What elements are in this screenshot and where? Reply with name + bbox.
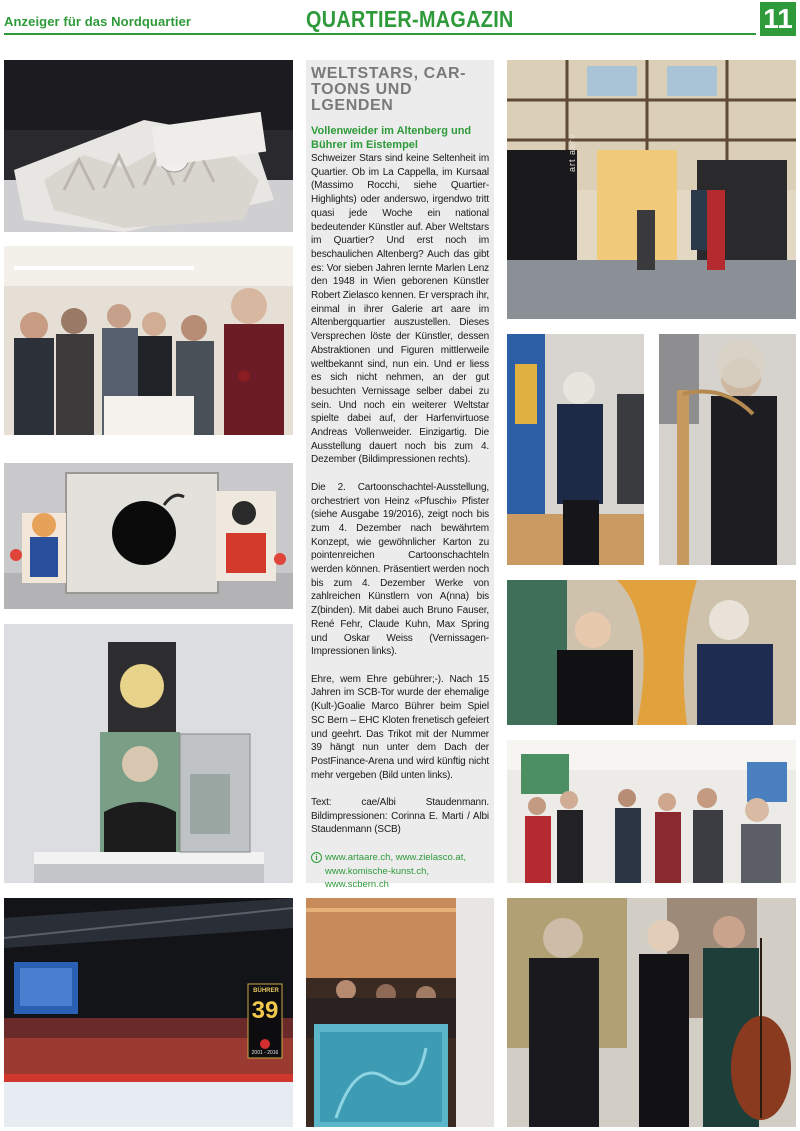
article-paragraph-2: Die 2. Cartoonschachtel-Ausstellung, orchestriert von Heinz «Pfuschi» Pfister (siehe Ausgabe 19/2016), zeigt noch bis zum 4. Dezember nach bewährtem Konzept, wie gewöhnlicher Karton zu pointenreichen Cartoonschachteln werden können. Präsentiert werden noch bis zum 4. Dezember Werke von zahlreichen Künstlern von A(nna) bis Z(binden). Mit dabei auch Bruno Fauser, René Fehr, Claude Kuhn, Max Spring und Oskar Weiss (Vernissagen-Impressionen links). [311,481,489,658]
photo-musicians-cello [507,898,796,1127]
photo-egg-carton-cartoon [4,60,293,232]
links-line-1[interactable]: www.artaare.ch, www.zielasco.at, [325,851,466,863]
photo-gallery-interior-crowd [507,740,796,883]
links-text [325,851,489,892]
article-links [311,851,489,892]
article-paragraph-1: Schweizer Stars sind keine Seltenheit im Quartier. Ob im La Cappella, im Kursaal (Massimo Rocchi, siehe Quartier-Highlights) oder anderswo, irgendwo tritt quasi jede Woche ein national bedeutender Künstler auf. Aber Weltstars im Quartier? Und erst noch im beschaulichen Altenberg? Auch das gibt es: Vor sieben Jahren lernte Marlen Lenz den 1948 in Wien geborenen Künstler Robert Zielasco kennen. Er versprach ihr, einmal in ihrer Galerie art aare im Altenbergquartier auszustellen. Dieses Versprechen löste der Künstler, dessen Abstraktionen und Figuren mittlerweile weltbekannt sind, nun ein. Und er liess es sich nicht nehmen, an der gut besuchten Vernissage selber dabei zu sein. Und noch ein weiterer Weltstar spielte dabei auf, der Harfenvirtuose Andreas Vollenweider. Einzigartig. Die Ausstellung dauert noch bis zum 4. Dezember (Bildimpressionen rechts). [311,153,489,466]
photo-ice-hockey-arena [4,898,293,1127]
links-line-2[interactable]: www.komische-kunst.ch, www.scbern.ch [325,865,430,891]
article-title-line-1: WELTSTARS, CAR- [311,65,467,82]
photo-cartoon-box-bomb [4,463,293,609]
photo-vernissage-crowd [4,246,293,435]
article-title-line-2: TOONS UND LGENDEN [311,81,413,114]
photo-cartoon-boxes-shelf [4,624,293,883]
article-paragraph-3: Ehre, wem Ehre gebührer;-). Nach 15 Jahren im SCB-Tor wurde der ehemalige (Kult-)Goalie Marco Bührer beim Spiel SC Bern – EHC Kloten frenetisch gefeiert und geehrt. Das Trikot mit der Nummer 39 hängt nun unter dem Dach der PostFinance-Arena und wird künftig nicht mehr vergeben (Bild unten links). [311,673,489,781]
photo-harpist [659,334,796,565]
article-title [311,66,489,114]
jersey-years-label: 2001 - 2016 [251,1050,279,1056]
article-credits: Text: cae/Albi Staudenmann. Bildimpressionen: Corinna E. Marti / Albi Staudenmann (SCB) [311,797,489,836]
photo-gallery-exterior [507,60,796,319]
info-icon: i [311,852,322,863]
publication-name: Anzeiger für das Nordquartier [4,14,192,29]
page-number: 11 [760,2,796,36]
article-body [311,152,489,837]
article-box [306,60,494,891]
jersey-number-label: 39 [251,997,279,1024]
section-title: QUARTIER-MAGAZIN [306,6,514,32]
photo-two-artists-conversation [507,580,796,725]
article-subtitle: Vollenweider im Altenberg und Bührer im Eistempel [311,125,472,151]
jersey-name-label: BÜHRER [253,988,279,994]
gallery-sign-label: art aare [567,132,577,172]
photo-event-closeup [306,898,494,1127]
header-rule [4,33,756,35]
photo-artist-with-painting [507,334,644,565]
page-header [0,0,800,38]
